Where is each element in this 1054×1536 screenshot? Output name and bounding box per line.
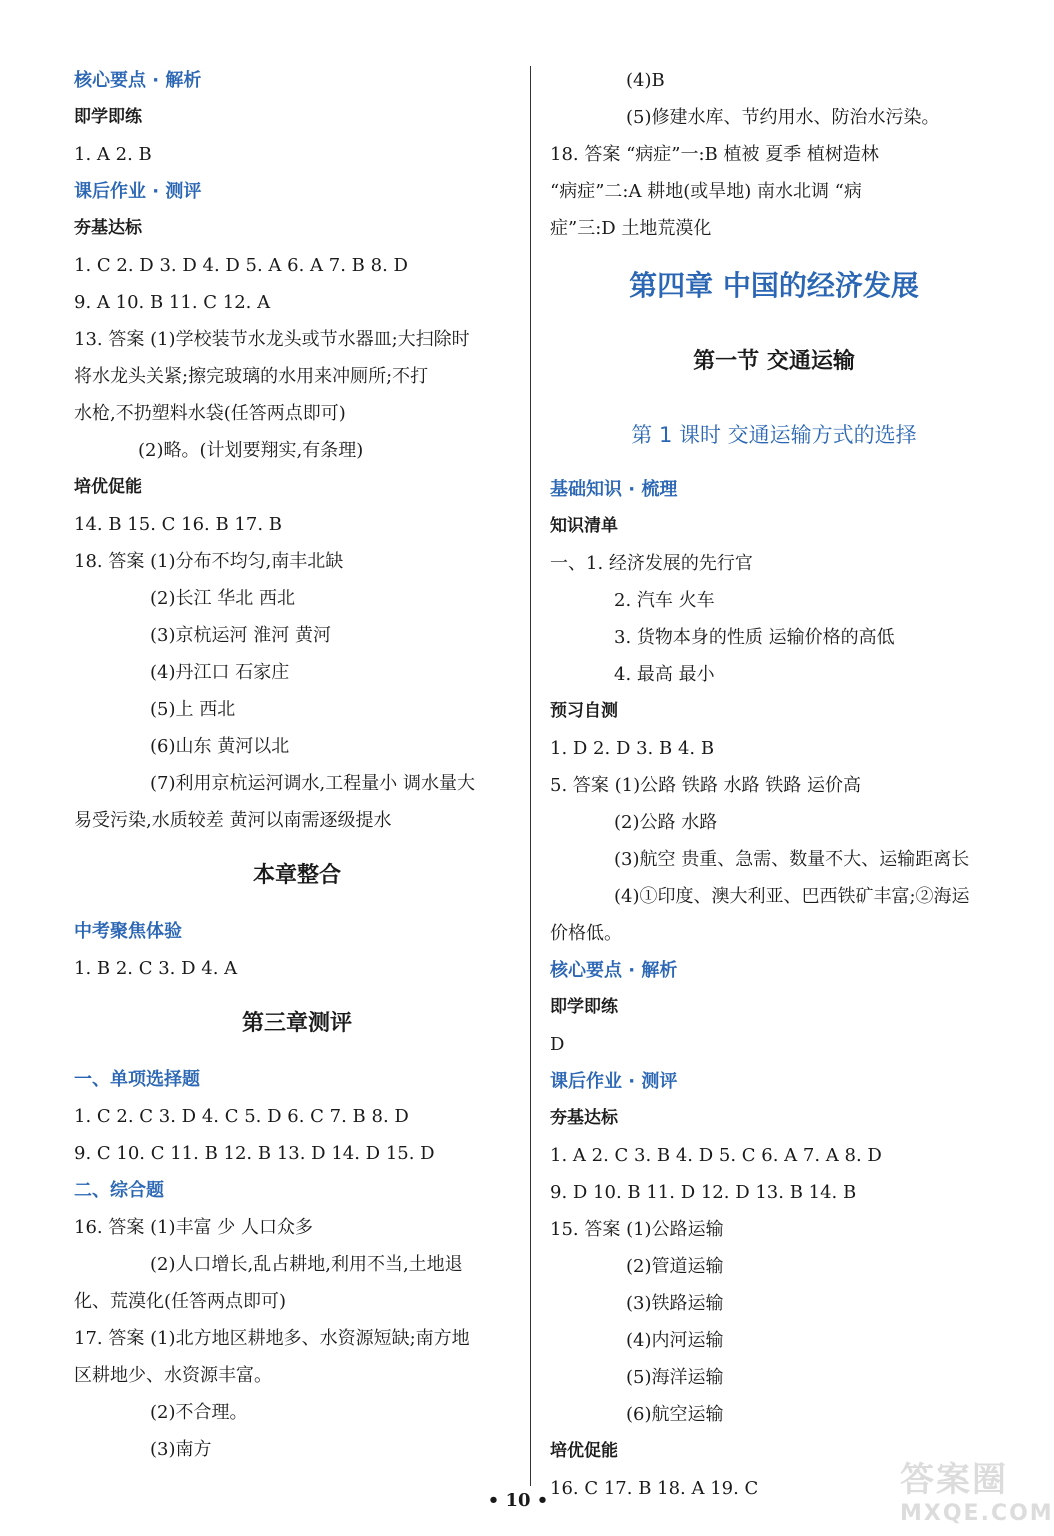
right-line: 培优促能 [550,1441,618,1461]
right-line: D [550,1034,565,1055]
left-line: 水枪,不扔塑料水袋(任答两点即可) [74,403,346,424]
right-line: (2)管道运输 [626,1256,724,1277]
left-line: 本章整合 [252,863,341,888]
left-line: 1. B 2. C 3. D 4. A [74,958,238,979]
right-line: 16. C 17. B 18. A 19. C [550,1478,759,1499]
left-line: 核心要点 · 解析 [74,70,202,91]
left-line: 16. 答案 (1)丰富 少 人口众多 [74,1217,314,1238]
right-line: 15. 答案 (1)公路运输 [550,1219,724,1240]
left-line: 培优促能 [74,477,142,497]
right-line: (4)内河运输 [626,1330,724,1351]
left-line: (4)丹江口 石家庄 [150,662,290,683]
left-line: 化、荒漠化(任答两点即可) [74,1291,287,1312]
right-line: 一、1. 经济发展的先行官 [550,553,753,574]
left-line: 即学即练 [74,107,142,127]
right-line: (4)B [626,70,665,91]
right-line: (3)铁路运输 [626,1293,724,1314]
right-line: 价格低。 [550,923,622,944]
left-line: 1. C 2. C 3. D 4. C 5. D 6. C 7. B 8. D [74,1106,409,1127]
right-line: 第一节 交通运输 [693,349,855,374]
left-line: 二、综合题 [74,1180,164,1201]
left-line: 将水龙头关紧;擦完玻璃的水用来冲厕所;不打 [74,366,429,387]
watermark-title: 答案圈 [900,1460,1008,1500]
right-line: 3. 货物本身的性质 运输价格的高低 [614,627,895,648]
left-line: 9. A 10. B 11. C 12. A [74,292,271,313]
left-line: (2)人口增长,乱占耕地,利用不当,土地退 [150,1254,463,1275]
column-divider [530,66,531,1486]
right-line: 4. 最高 最小 [614,664,715,685]
right-column [550,62,998,1507]
right-line: 预习自测 [550,701,618,721]
left-line: 13. 答案 (1)学校装节水龙头或节水器皿;大扫除时 [74,329,470,350]
right-line: (5)海洋运输 [626,1367,724,1388]
right-line: 课后作业 · 测评 [550,1071,678,1092]
left-column [74,62,520,1468]
left-line: 17. 答案 (1)北方地区耕地多、水资源短缺;南方地 [74,1328,470,1349]
right-line: (6)航空运输 [626,1404,724,1425]
left-line: 夯基达标 [74,218,142,238]
left-line: (6)山东 黄河以北 [150,736,290,757]
right-line: 5. 答案 (1)公路 铁路 水路 铁路 运价高 [550,775,861,796]
right-line: 1. A 2. C 3. B 4. D 5. C 6. A 7. A 8. D [550,1145,882,1166]
right-line: 2. 汽车 火车 [614,590,715,611]
left-line: (7)利用京杭运河调水,工程量小 调水量大 [150,773,475,794]
left-line: (3)南方 [150,1439,212,1460]
left-line: 1. A 2. B [74,144,152,165]
left-line: 1. C 2. D 3. D 4. D 5. A 6. A 7. B 8. D [74,255,408,276]
left-line: 课后作业 · 测评 [74,181,202,202]
left-line: (2)略。(计划要翔实,有条理) [138,440,364,461]
right-line: 18. 答案 “病症”一:B 植被 夏季 植树造林 [550,144,879,165]
right-line: 即学即练 [550,997,618,1017]
right-line: 知识清单 [550,516,618,536]
right-line: 核心要点 · 解析 [550,960,678,981]
left-line: 18. 答案 (1)分布不均匀,南丰北缺 [74,551,344,572]
left-line: 中考聚焦体验 [74,921,182,942]
right-line: (2)公路 水路 [614,812,718,833]
left-line: (3)京杭运河 淮河 黄河 [150,625,331,646]
right-line: 基础知识 · 梳理 [550,479,678,500]
left-line: 第三章测评 [241,1011,352,1036]
right-line: 第 1 课时 交通运输方式的选择 [631,423,917,447]
left-line: (5)上 西北 [150,699,236,720]
right-line: (5)修建水库、节约用水、防治水污染。 [626,107,940,128]
right-line: (4)①印度、澳大利亚、巴西铁矿丰富;②海运 [614,886,970,907]
left-line: 9. C 10. C 11. B 12. B 13. D 14. D 15. D [74,1143,435,1164]
right-line: “病症”二:A 耕地(或旱地) 南水北调 “病 [550,181,862,202]
left-line: (2)不合理。 [150,1402,248,1423]
watermark-logo [900,1452,1054,1532]
left-line: 区耕地少、水资源丰富。 [74,1365,272,1386]
left-line: 一、单项选择题 [74,1069,200,1090]
right-line: 夯基达标 [550,1108,618,1128]
page-number: • 10 • [487,1490,549,1511]
right-line: (3)航空 贵重、急需、数量不大、运输距离长 [614,849,970,870]
right-line: 1. D 2. D 3. B 4. B [550,738,715,759]
left-line: 14. B 15. C 16. B 17. B [74,514,283,535]
left-line: 易受污染,水质较差 黄河以南需逐级提水 [74,810,392,831]
left-line: (2)长江 华北 西北 [150,588,295,609]
right-line: 第四章 中国的经济发展 [629,269,919,302]
right-line: 症”三:D 土地荒漠化 [550,218,712,239]
watermark-url: MXQE.COM [900,1501,1054,1526]
right-line: 9. D 10. B 11. D 12. D 13. B 14. B [550,1182,857,1203]
